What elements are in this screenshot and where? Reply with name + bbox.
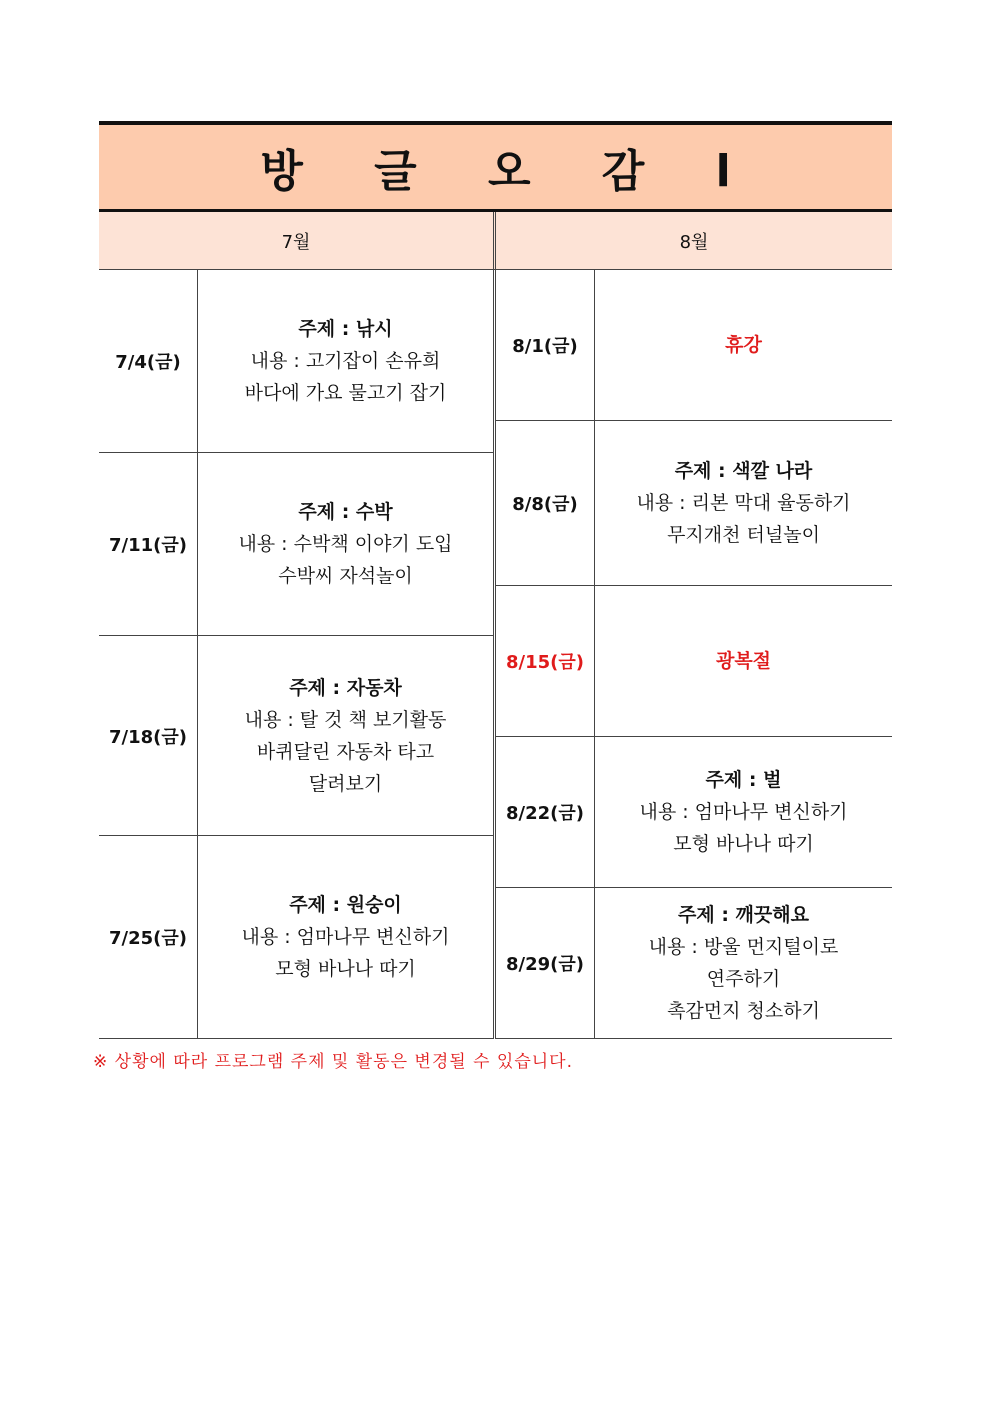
content-line: 내용 : 방울 먼지털이로 [648, 936, 839, 958]
schedule-row [496, 270, 892, 421]
activity-cell [595, 421, 892, 585]
theme-text: 주제 : 깨끗해요 [678, 904, 809, 926]
content-line: 내용 : 엄마나무 변신하기 [241, 926, 450, 948]
content-line: 내용 : 리본 막대 율동하기 [636, 492, 851, 514]
date-cell: 8/15(금) [496, 586, 595, 736]
content-line: 내용 : 엄마나무 변신하기 [639, 801, 848, 823]
theme-text: 주제 : 원숭이 [289, 894, 402, 916]
activity-cell [198, 270, 493, 452]
theme-text: 주제 : 자동차 [289, 676, 402, 699]
holiday-text: 휴강 [725, 334, 762, 356]
theme-text: 주제 : 낚시 [298, 318, 393, 340]
content-line: 내용 : 수박책 이야기 도입 [238, 533, 453, 555]
month-august: 8월 [679, 231, 709, 253]
schedule-row [496, 421, 892, 586]
date-cell: 8/8(금) [496, 421, 595, 585]
month-july: 7월 [281, 231, 311, 253]
activity-cell [595, 737, 892, 887]
august-column [496, 270, 892, 1039]
theme-text: 주제 : 벌 [705, 769, 782, 791]
content-line: 달려보기 [308, 772, 383, 795]
content-line: 모형 바나나 따기 [275, 958, 416, 980]
content-line: 무지개천 터널놀이 [667, 524, 820, 546]
date-cell: 7/4(금) [99, 270, 198, 452]
date-cell: 7/25(금) [99, 836, 198, 1038]
date-cell: 8/1(금) [496, 270, 595, 420]
schedule-row [496, 888, 892, 1039]
footnote: ※ 상황에 따라 프로그램 주제 및 활동은 변경될 수 있습니다. [93, 1052, 573, 1072]
schedule-row [99, 636, 493, 836]
content-line: 촉감먼지 청소하기 [667, 1000, 820, 1022]
july-column [99, 270, 493, 1039]
holiday-text: 광복절 [715, 650, 772, 672]
schedule-row [99, 836, 493, 1039]
activity-cell [595, 888, 892, 1038]
content-line: 바다에 가요 물고기 잡기 [244, 382, 447, 404]
content-line: 연주하기 [706, 968, 781, 990]
activity-cell [198, 836, 493, 1038]
activity-cell [595, 586, 892, 736]
content-line: 내용 : 고기잡이 손유희 [250, 350, 441, 372]
date-cell: 8/29(금) [496, 888, 595, 1038]
schedule-row [496, 737, 892, 888]
schedule-row [496, 586, 892, 737]
content-line: 바퀴달린 자동차 타고 [256, 740, 435, 763]
activity-cell [595, 270, 892, 420]
date-cell: 7/18(금) [99, 636, 198, 835]
month-header-row [99, 212, 892, 270]
content-line: 수박씨 자석놀이 [278, 565, 413, 587]
schedule-body [99, 270, 892, 1039]
date-cell: 8/22(금) [496, 737, 595, 887]
content-line: 내용 : 탈 것 책 보기활동 [244, 708, 447, 731]
schedule-row [99, 453, 493, 636]
content-line: 모형 바나나 따기 [673, 833, 814, 855]
activity-cell [198, 636, 493, 835]
title-bar [99, 121, 892, 212]
schedule-row [99, 270, 493, 453]
schedule-table [99, 121, 892, 1039]
theme-text: 주제 : 색깔 나라 [674, 460, 813, 482]
page-title: 방 글 오 감 l [260, 146, 759, 197]
theme-text: 주제 : 수박 [298, 501, 393, 523]
activity-cell [198, 453, 493, 635]
date-cell: 7/11(금) [99, 453, 198, 635]
